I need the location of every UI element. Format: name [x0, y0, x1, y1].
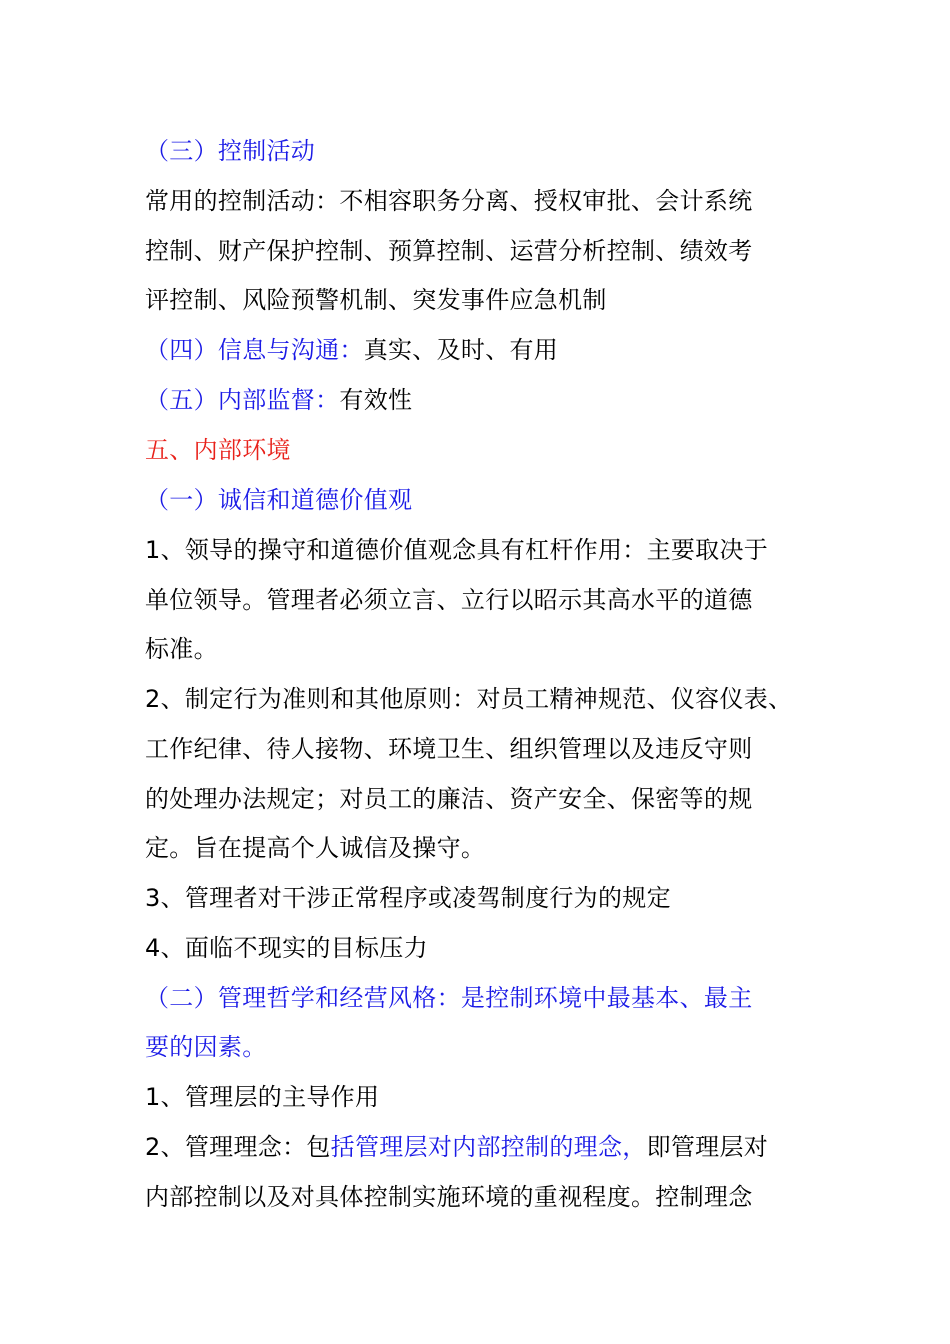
subsection-2-item-2-highlight: 括管理层对内部控制的理念， — [330, 1133, 647, 1161]
item-2-line-2: 工作纪律、待人接物、环境卫生、组织管理以及违反守则 — [145, 735, 753, 763]
subsection-2-item-2-tail: 即管理层对 — [646, 1133, 769, 1161]
subsection-2-item-2-line-2: 内部控制以及对具体控制实施环境的重视程度。控制理念 — [145, 1183, 753, 1211]
part-5-heading: 五、内部环境 — [145, 436, 291, 464]
item-4-line: 4、面临不现实的目标压力 — [145, 934, 428, 962]
section-3-body-line-2: 控制、财产保护控制、预算控制、运营分析控制、绩效考 — [145, 237, 753, 265]
item-1-line-2: 单位领导。管理者必须立言、立行以昭示其高水平的道德 — [145, 586, 753, 614]
section-4-heading: （四）信息与沟通： — [145, 336, 364, 364]
section-5-line — [145, 385, 412, 415]
item-2-line-4: 定。旨在提高个人诚信及操守。 — [145, 834, 486, 862]
item-1-line-3: 标准。 — [145, 635, 218, 663]
subsection-2-heading-line-2: 要的因素。 — [145, 1033, 267, 1061]
subsection-1-heading: （一）诚信和道德价值观 — [145, 486, 413, 514]
section-5-text: 有效性 — [339, 386, 413, 414]
section-4-text: 真实、及时、有用 — [363, 336, 559, 364]
subsection-2-item-2-lead: 2、管理理念：包 — [145, 1133, 331, 1161]
subsection-2-item-2-line-1 — [145, 1132, 768, 1162]
subsection-2-item-1: 1、管理层的主导作用 — [145, 1083, 380, 1111]
item-2-line-1: 2、制定行为准则和其他原则：对员工精神规范、仪容仪表、 — [145, 685, 793, 713]
item-1-line-1: 1、领导的操守和道德价值观念具有杠杆作用：主要取决于 — [145, 536, 769, 564]
item-2-line-3: 的处理办法规定；对员工的廉洁、资产安全、保密等的规 — [145, 785, 753, 813]
subsection-2-heading-line-1: （二）管理哲学和经营风格：是控制环境中最基本、最主 — [145, 984, 753, 1012]
section-4-line — [145, 335, 558, 365]
item-3-line: 3、管理者对干涉正常程序或凌驾制度行为的规定 — [145, 884, 671, 912]
section-5-heading: （五）内部监督： — [145, 386, 340, 414]
section-3-body-line-1: 常用的控制活动：不相容职务分离、授权审批、会计系统 — [145, 187, 753, 215]
section-3-heading: （三）控制活动 — [145, 137, 316, 165]
section-3-body-line-3: 评控制、风险预警机制、突发事件应急机制 — [145, 286, 607, 314]
